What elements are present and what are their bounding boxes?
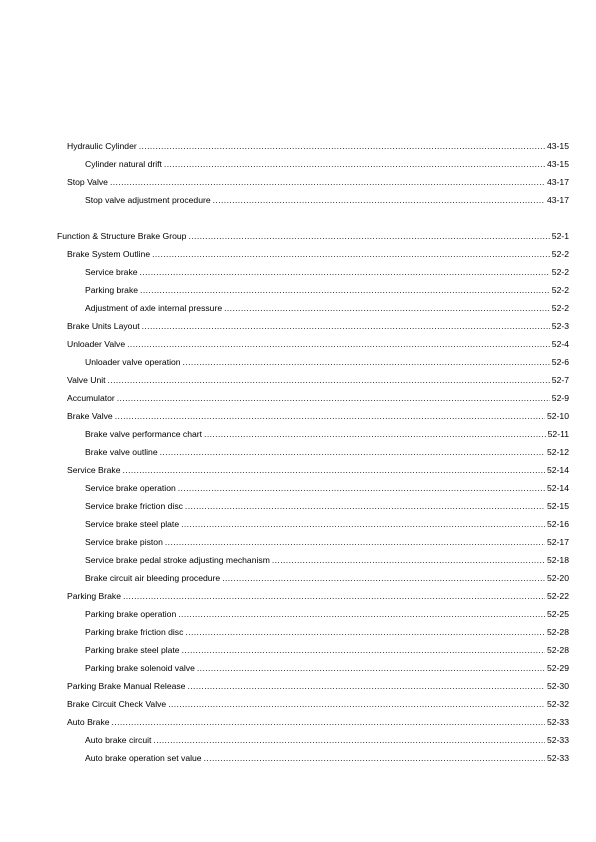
toc-entry-page: 52-4 <box>551 339 569 349</box>
toc-dot-leader <box>123 591 545 601</box>
toc-entry-page: 43-15 <box>547 159 569 169</box>
toc-entry-page: 52-17 <box>547 537 569 547</box>
toc-entry-title: Parking brake steel plate <box>85 645 180 655</box>
toc-dot-leader <box>115 411 545 421</box>
toc-entry-page: 52-15 <box>547 501 569 511</box>
toc-entry <box>85 733 569 745</box>
toc-entry-title: Brake Circuit Check Valve <box>67 699 167 709</box>
toc-dot-leader <box>110 177 545 187</box>
toc-dot-leader <box>127 339 550 349</box>
toc-dot-leader <box>178 609 545 619</box>
toc-entry-page: 43-17 <box>547 177 569 187</box>
toc-entry-title: Brake Valve <box>67 411 113 421</box>
toc-entry-title: Brake circuit air bleeding procedure <box>85 573 221 583</box>
toc-dot-leader <box>272 555 545 565</box>
toc-entry-page: 52-16 <box>547 519 569 529</box>
toc-entry-title: Cylinder natural drift <box>85 159 162 169</box>
toc-dot-leader <box>153 735 545 745</box>
toc-entry-page: 52-28 <box>547 627 569 637</box>
toc-dot-leader <box>183 357 550 367</box>
toc-dot-leader <box>112 717 546 727</box>
toc-dot-leader <box>222 573 545 583</box>
toc-entry-page: 52-29 <box>547 663 569 673</box>
toc-entry <box>67 679 569 691</box>
toc-entry-title: Stop valve adjustment procedure <box>85 195 211 205</box>
toc-entry-page: 52-7 <box>551 375 569 385</box>
toc-entry <box>67 139 569 151</box>
toc-entry-title: Auto brake circuit <box>85 735 152 745</box>
toc-entry <box>85 427 569 439</box>
toc-dot-leader <box>178 483 545 493</box>
toc-entry-page: 52-2 <box>551 303 569 313</box>
toc-entry <box>85 751 569 763</box>
toc-entry <box>85 517 569 529</box>
toc-entry-title: Accumulator <box>67 393 115 403</box>
toc-entry <box>85 553 569 565</box>
toc-dot-leader <box>187 681 545 691</box>
toc-entry-title: Service Brake <box>67 465 121 475</box>
toc-entry-page: 52-28 <box>547 645 569 655</box>
toc-entry-page: 52-18 <box>547 555 569 565</box>
toc-dot-leader <box>152 249 550 259</box>
toc-entry-title: Brake valve outline <box>85 447 158 457</box>
toc-entry <box>67 409 569 421</box>
toc-entry-page: 43-17 <box>547 195 569 205</box>
toc-entry <box>67 373 569 385</box>
toc-entry <box>57 229 569 241</box>
toc-entry <box>67 319 569 331</box>
toc-entry-title: Service brake steel plate <box>85 519 180 529</box>
toc-entry-page: 52-1 <box>551 231 569 241</box>
toc-entry-title: Stop Valve <box>67 177 108 187</box>
toc-entry <box>67 589 569 601</box>
toc-entry-page: 52-9 <box>551 393 569 403</box>
toc-dot-leader <box>204 753 545 763</box>
toc-entry <box>67 697 569 709</box>
toc-dot-leader <box>140 285 550 295</box>
toc-entry-page: 52-33 <box>547 753 569 763</box>
toc-entry <box>85 571 569 583</box>
toc-entry-title: Valve Unit <box>67 375 106 385</box>
toc-dot-leader <box>165 537 545 547</box>
toc-dot-leader <box>185 627 545 637</box>
toc-entry-title: Parking brake solenoid valve <box>85 663 195 673</box>
toc-entry <box>67 175 569 187</box>
toc-entry <box>85 283 569 295</box>
toc-entry <box>85 157 569 169</box>
toc-dot-leader <box>123 465 546 475</box>
toc-dot-leader <box>213 195 545 205</box>
toc-entry-page: 52-14 <box>547 465 569 475</box>
toc-entry-title: Function & Structure Brake Group <box>57 231 187 241</box>
toc-entry-title: Brake valve performance chart <box>85 429 203 439</box>
toc-entry-page: 52-33 <box>547 717 569 727</box>
toc-dot-leader <box>197 663 545 673</box>
toc-dot-leader <box>140 267 550 277</box>
toc-entry-page: 52-2 <box>551 285 569 295</box>
toc-entry <box>85 499 569 511</box>
toc-entry-title: Service brake operation <box>85 483 176 493</box>
toc-entry-title: Service brake pedal stroke adjusting mechanism <box>85 555 270 565</box>
toc-entry <box>85 193 569 205</box>
toc-entry-page: 52-33 <box>547 735 569 745</box>
toc-entry-title: Brake System Outline <box>67 249 151 259</box>
toc-entry-page: 52-10 <box>547 411 569 421</box>
toc-entry-title: Service brake piston <box>85 537 163 547</box>
toc-entry <box>67 337 569 349</box>
toc-dot-leader <box>185 501 545 511</box>
toc-entry-title: Auto Brake <box>67 717 110 727</box>
toc-dot-leader <box>168 699 545 709</box>
toc-dot-leader <box>181 519 545 529</box>
toc-entry-page: 52-14 <box>547 483 569 493</box>
toc-dot-leader <box>117 393 550 403</box>
toc-entry <box>85 625 569 637</box>
toc-entry <box>85 661 569 673</box>
toc-entry-page: 52-32 <box>547 699 569 709</box>
toc-entry-title: Parking brake <box>85 285 139 295</box>
toc-entry <box>85 535 569 547</box>
toc-entry <box>85 643 569 655</box>
toc-entry-title: Brake Units Layout <box>67 321 140 331</box>
toc-entry <box>85 445 569 457</box>
toc-entry <box>67 247 569 259</box>
toc-entry-title: Unloader Valve <box>67 339 126 349</box>
toc-entry <box>85 301 569 313</box>
toc-dot-leader <box>139 141 545 151</box>
toc-dot-leader <box>164 159 545 169</box>
toc-entry <box>85 355 569 367</box>
toc-entry-page: 52-22 <box>547 591 569 601</box>
toc-entry <box>85 481 569 493</box>
toc-entry-title: Parking brake friction disc <box>85 627 184 637</box>
toc-entry <box>67 391 569 403</box>
toc-entry <box>67 715 569 727</box>
toc-entry <box>85 607 569 619</box>
toc-entry <box>85 265 569 277</box>
toc-entry-page: 52-20 <box>547 573 569 583</box>
toc-entry-title: Unloader valve operation <box>85 357 181 367</box>
toc-entry-title: Parking Brake Manual Release <box>67 681 186 691</box>
toc-entry <box>67 463 569 475</box>
toc-entry-page: 52-11 <box>547 429 569 439</box>
toc-dot-leader <box>204 429 546 439</box>
toc-entry-page: 52-12 <box>547 447 569 457</box>
toc-entry-title: Service brake friction disc <box>85 501 183 511</box>
toc-dot-leader <box>182 645 545 655</box>
toc-entry-page: 52-3 <box>551 321 569 331</box>
toc-entry-title: Hydraulic Cylinder <box>67 141 137 151</box>
toc-entry-page: 52-2 <box>551 267 569 277</box>
toc-entry-page: 52-6 <box>551 357 569 367</box>
toc-entry-title: Parking Brake <box>67 591 121 601</box>
toc-entry-page: 43-15 <box>547 141 569 151</box>
toc-entry-title: Adjustment of axle internal pressure <box>85 303 223 313</box>
toc-entry-page: 52-30 <box>547 681 569 691</box>
toc-entry-page: 52-2 <box>551 249 569 259</box>
toc-dot-leader <box>224 303 550 313</box>
toc-entry-title: Service brake <box>85 267 138 277</box>
toc-entry-page: 52-25 <box>547 609 569 619</box>
toc-dot-leader <box>142 321 550 331</box>
toc-dot-leader <box>108 375 550 385</box>
toc-dot-leader <box>188 231 549 241</box>
toc-dot-leader <box>160 447 545 457</box>
toc-entry-title: Auto brake operation set value <box>85 753 202 763</box>
toc-entry-title: Parking brake operation <box>85 609 177 619</box>
